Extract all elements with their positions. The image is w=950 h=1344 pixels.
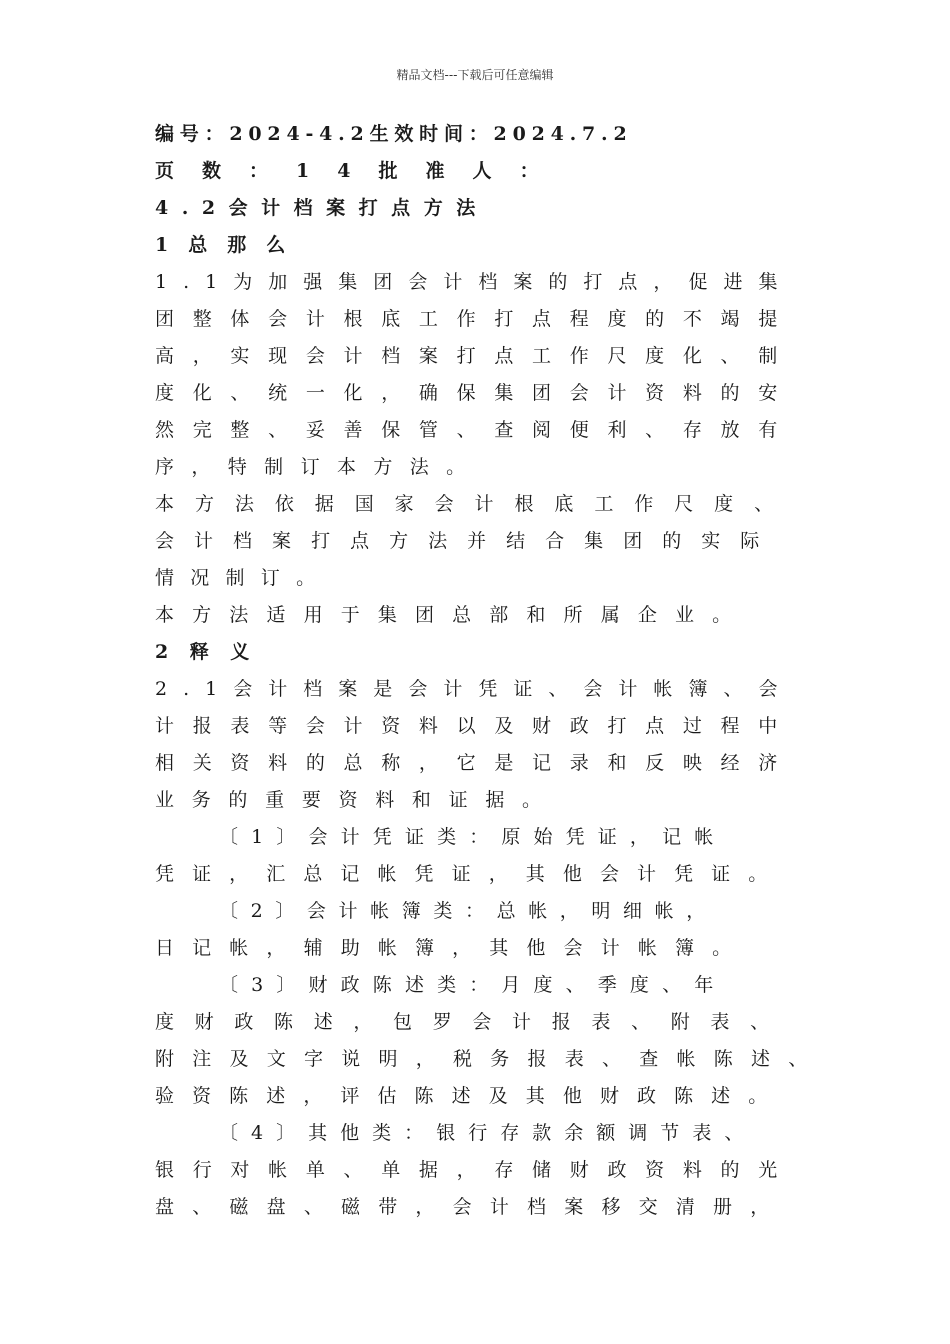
text-line: 1总那么 <box>155 234 306 256</box>
text-line: 〔4〕其他类：银行存款余额调节表、 <box>219 1122 757 1144</box>
text-line: 编号：2024-4.2生效时间：2024.7.2 <box>155 123 633 145</box>
text-line: 会计档案打点方法并结合集团的实际 <box>155 530 780 552</box>
text-line: 附注及文字说明，税务报表、查帐陈述、 <box>155 1048 826 1070</box>
text-line: 日记帐，辅助帐簿，其他会计帐簿。 <box>155 937 750 959</box>
text-line: 本方法依据国家会计根底工作尺度、 <box>155 493 794 515</box>
text-line: 团整体会计根底工作打点程度的不竭提 <box>155 308 796 330</box>
text-line: 高，实现会计档案打点工作尺度化、制 <box>155 345 796 367</box>
text-line: 凭证，汇总记帐凭证，其他会计凭证。 <box>155 863 786 885</box>
text-line: 相关资料的总称，它是记录和反映经济 <box>155 752 796 774</box>
text-line: 银行对帐单、单据，存储财政资料的光 <box>155 1159 796 1181</box>
text-line: 度财政陈述，包罗会计报表、附表、 <box>155 1011 790 1033</box>
text-line: 2释义 <box>155 641 271 663</box>
text-line: 本方法适用于集团总部和所属企业。 <box>155 604 750 626</box>
text-line: 4.2会计档案打点方法 <box>155 197 489 219</box>
text-line: 页数：14批准人： <box>155 160 567 182</box>
text-line: 〔1〕会计凭证类：原始凭证，记帐 <box>219 826 727 848</box>
text-line: 2.1会计档案是会计凭证、会计帐簿、会 <box>155 678 794 700</box>
text-line: 计报表等会计资料以及财政打点过程中 <box>155 715 796 737</box>
page-header: 精品文档---下载后可任意编辑 <box>396 68 554 82</box>
text-line: 1.1为加强集团会计档案的打点，促进集 <box>155 271 794 293</box>
text-line: 业务的重要资料和证据。 <box>155 789 559 811</box>
text-line: 验资陈述，评估陈述及其他财政陈述。 <box>155 1085 786 1107</box>
text-line: 然完整、妥善保管、查阅便利、存放有 <box>155 419 796 441</box>
text-line: 〔3〕财政陈述类：月度、季度、年 <box>219 974 727 996</box>
text-line: 序，特制订本方法。 <box>155 456 483 478</box>
text-line: 盘、磁盘、磁带，会计档案移交清册， <box>155 1196 788 1218</box>
text-line: 度化、统一化，确保集团会计资料的安 <box>155 382 796 404</box>
text-line: 〔2〕会计帐簿类：总帐，明细帐， <box>219 900 718 922</box>
text-line: 情况制订。 <box>155 567 332 589</box>
